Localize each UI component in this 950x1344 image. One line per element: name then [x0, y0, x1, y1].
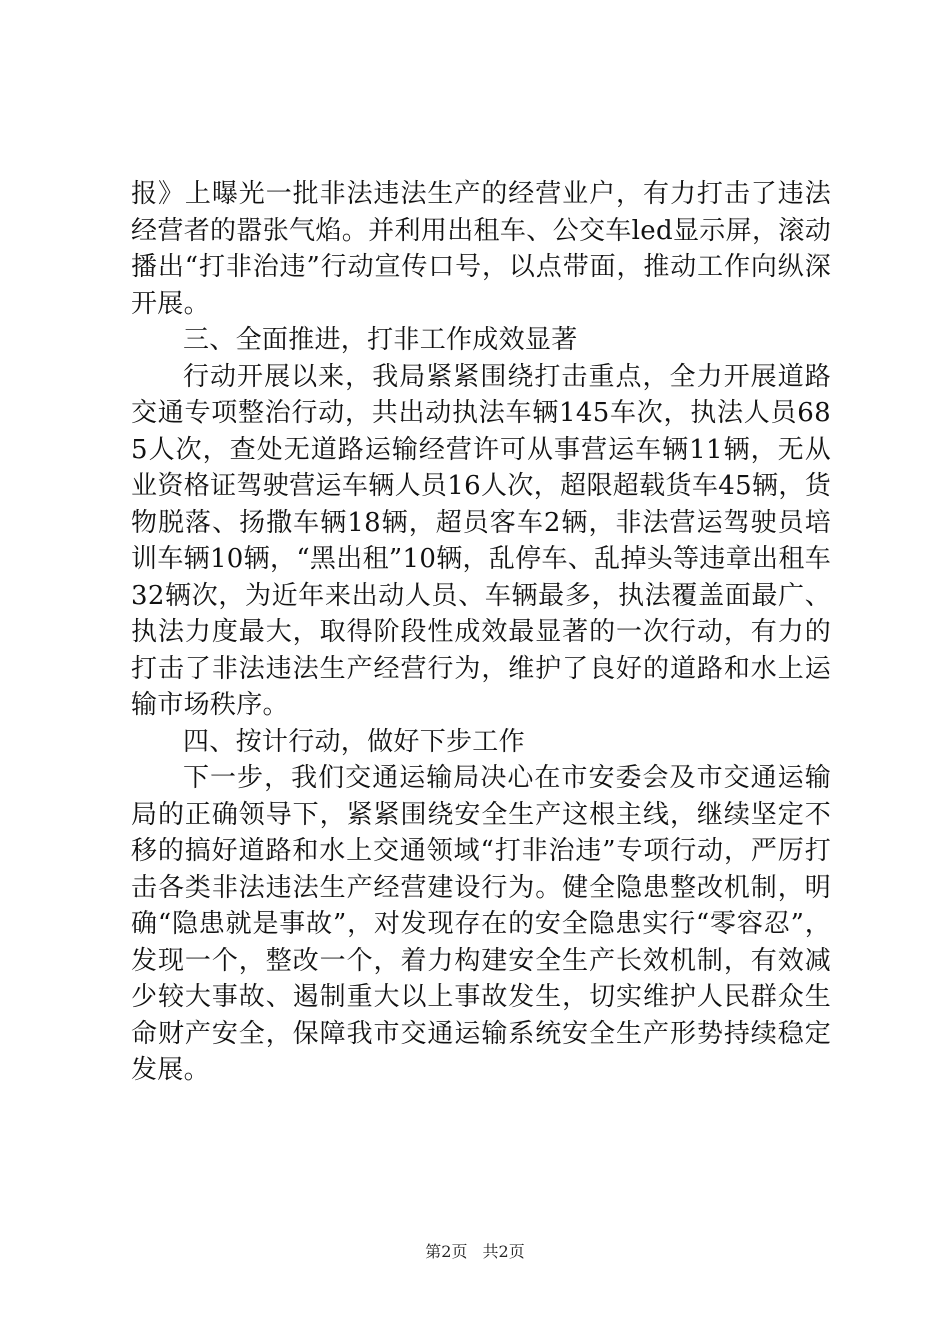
section-heading-4: 四、按计行动，做好下步工作 — [183, 726, 525, 757]
paragraph-results: 行动开展以来，我局紧紧围绕打击重点，全力开展道路交通专项整治行动，共出动执法车辆145车次，执法人员685人次，查处无道路运输经营许可从事营运车辆11辆，无从业资格证驾驶营运车辆人员16人次，超限超载货车45辆，货物脱落、扬撒车辆18辆，超员客车2辆，非法营运驾驶员培训车辆10辆，“黑出租”10辆，乱停车、乱掉头等违章出租车32辆次，为近年来出动人员、车辆最多，执法覆盖面最广、执法力度最大，取得阶段性成效最显著的一次行动，有力的打击了非法违法生产经营行为，维护了良好的道路和水上运输市场秩序。 — [131, 361, 831, 720]
document-body — [131, 176, 831, 1089]
page-footer — [0, 1242, 950, 1262]
paragraph-continuation: 报》上曝光一批非法违法生产的经营业户，有力打击了违法经营者的嚣张气焰。并利用出租车、公交车led显示屏，滚动播出“打非治违”行动宣传口号，以点带面，推动工作向纵深开展。 — [131, 179, 831, 319]
page-total: 共2页 — [482, 1242, 525, 1261]
page-number: 第2页 — [425, 1242, 468, 1261]
paragraph-next-steps: 下一步，我们交通运输局决心在市安委会及市交通运输局的正确领导下，紧紧围绕安全生产这根主线，继续坚定不移的搞好道路和水上交通领域“打非治违”专项行动，严厉打击各类非法违法生产经营建设行为。健全隐患整改机制，明确“隐患就是事故”，对发现存在的安全隐患实行“零容忍”，发现一个，整改一个，着力构建安全生产长效机制，有效减少较大事故、遏制重大以上事故发生，切实维护人民群众生命财产安全，保障我市交通运输系统安全生产形势持续稳定发展。 — [131, 763, 831, 1085]
section-heading-3: 三、全面推进，打非工作成效显著 — [183, 325, 578, 355]
